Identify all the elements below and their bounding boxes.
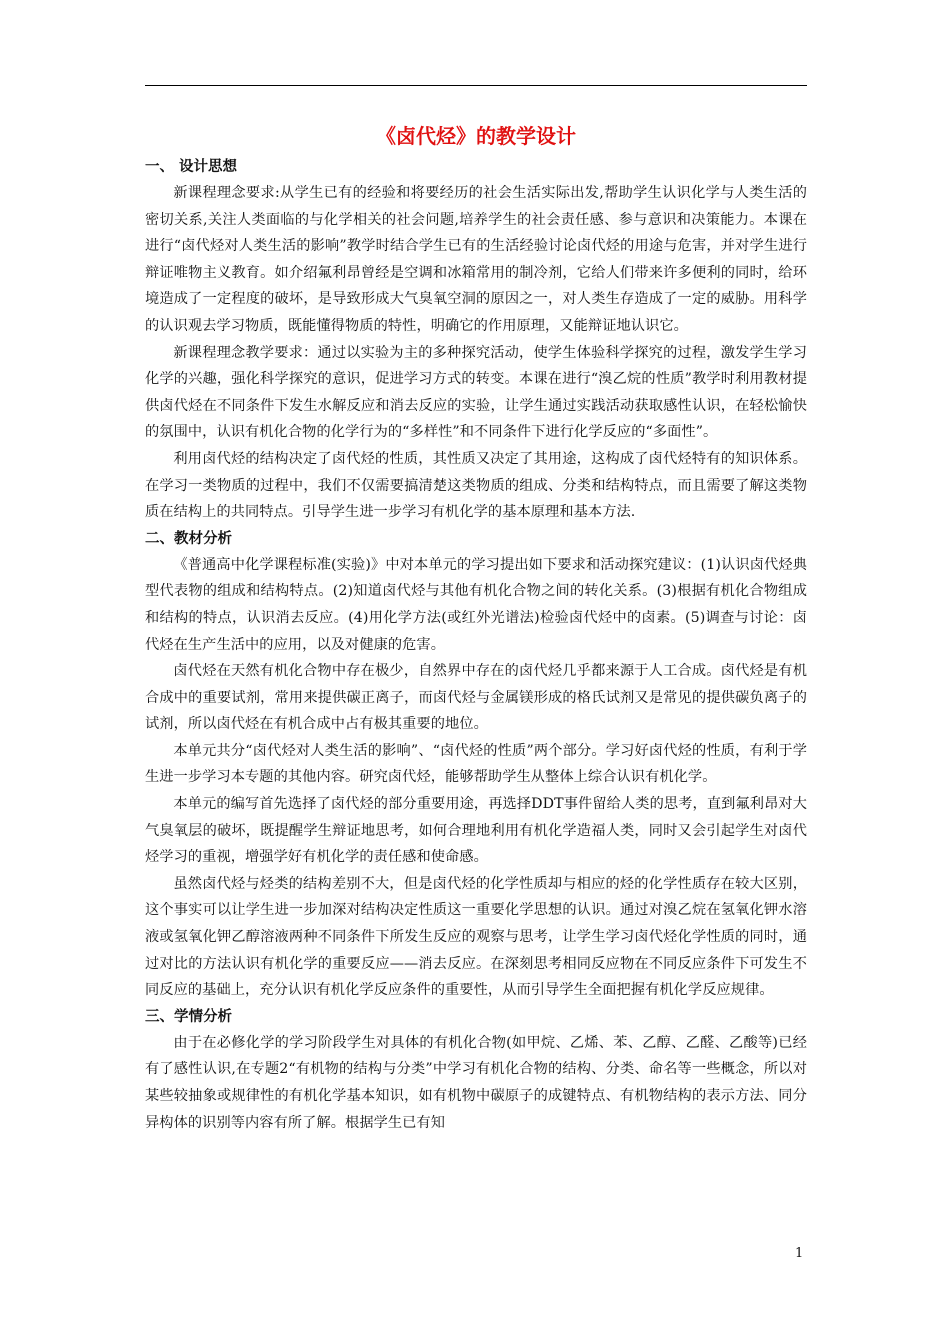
document-title: 《卤代烃》的教学设计 bbox=[376, 124, 576, 148]
paragraph: 新课程理念教学要求：通过以实验为主的多种探究活动，使学生体验科学探究的过程，激发学生学习化学的兴趣，强化科学探究的意识，促进学习方式的转变。本课在进行“溴乙烷的性质”教学时利用教材提供卤代烃在不同条件下发生水解反应和消去反应的实验，让学生通过实践活动获取感性认识，在轻松愉快的氛围中，认识有机化合物的化学行为的“多样性”和不同条件下进行化学反应的“多面性”。 bbox=[145, 344, 807, 441]
header-rule bbox=[145, 85, 807, 86]
paragraph: 《普通高中化学课程标准(实验)》中对本单元的学习提出如下要求和活动探究建议：(1)认识卤代烃典型代表物的组成和结构特点。(2)知道卤代烃与其他有机化合物之间的转化关系。(3)根据有机化合物组成和结构的特点，认识消去反应。(4)用化学方法(或红外光谱法)检验卤代烃中的卤素。(5)调查与讨论：卤代烃在生产生活中的应用，以及对健康的危害。 bbox=[145, 556, 807, 653]
section-heading-design-idea: 一、 设计思想 bbox=[145, 159, 238, 175]
paragraph: 卤代烃在天然有机化合物中存在极少，自然界中存在的卤代烃几乎都来源于人工合成。卤代烃是有机合成中的重要试剂，常用来提供碳正离子，而卤代烃与金属镁形成的格氏试剂又是常见的提供碳负离子的试剂，所以卤代烃在有机合成中占有极其重要的地位。 bbox=[145, 663, 807, 733]
document-body bbox=[145, 118, 807, 1136]
paragraph: 本单元的编写首先选择了卤代烃的部分重要用途，再选择DDT事件留给人类的思考，直到氟利昂对大气臭氧层的破坏，既提醒学生辩证地思考，如何合理地利用有机化学造福人类，同时又会引起学生对卤代烃学习的重视，增强学好有机化学的责任感和使命感。 bbox=[145, 796, 807, 866]
paragraph: 新课程理念要求:从学生已有的经验和将要经历的社会生活实际出发,帮助学生认识化学与人类生活的密切关系,关注人类面临的与化学相关的社会问题,培养学生的社会责任感、参与意识和决策能力。本课在进行“卤代烃对人类生活的影响”教学时结合学生已有的生活经验讨论卤代烃的用途与危害，并对学生进行辩证唯物主义教育。如介绍氟利昂曾经是空调和冰箱常用的制冷剂，它给人们带来许多便利的同时，给环境造成了一定程度的破坏，是导致形成大气臭氧空洞的原因之一，对人类生存造成了一定的威胁。用科学的认识观去学习物质，既能懂得物质的特性，明确它的作用原理，又能辩证地认识它。 bbox=[145, 185, 807, 334]
paragraph: 本单元共分“卤代烃对人类生活的影响”、“卤代烃的性质”两个部分。学习好卤代烃的性质，有利于学生进一步学习本专题的其他内容。研究卤代烃，能够帮助学生从整体上综合认识有机化学。 bbox=[145, 742, 807, 786]
paragraph: 由于在必修化学的学习阶段学生对具体的有机化合物(如甲烷、乙烯、苯、乙醇、乙醛、乙酸等)已经有了感性认识,在专题2“有机物的结构与分类”中学习有机化合物的结构、分类、命名等一些概念，所以对某些较抽象或规律性的有机化学基本知识，如有机物中碳原子的成键特点、有机物结构的表示方法、同分异构体的识别等内容有所了解。根据学生已有知 bbox=[145, 1034, 807, 1131]
paragraph: 虽然卤代烃与烃类的结构差别不大，但是卤代烃的化学性质却与相应的烃的化学性质存在较大区别，这个事实可以让学生进一步加深对结构决定性质这一重要化学思想的认识。通过对溴乙烷在氢氧化钾水溶液或氢氧化钾乙醇溶液两种不同条件下所发生反应的观察与思考，让学生学习卤代烃化学性质的同时，通过对比的方法认识有机化学的重要反应——消去反应。在深刻思考相同反应物在不同反应条件下可发生不同反应的基础上，充分认识有机化学反应条件的重要性，从而引导学生全面把握有机化学反应规律。 bbox=[145, 875, 807, 999]
section-heading-learner-analysis: 三、学情分析 bbox=[145, 1008, 232, 1025]
section-heading-textbook-analysis: 二、教材分析 bbox=[145, 530, 232, 547]
paragraph: 利用卤代烃的结构决定了卤代烃的性质，其性质又决定了其用途，这构成了卤代烃特有的知识体系。在学习一类物质的过程中，我们不仅需要搞清楚这类物质的组成、分类和结构特点，而且需要了解这类物质在结构上的共同特点。引导学生进一步学习有机化学的基本原理和基本方法. bbox=[145, 450, 807, 521]
page-number: 1 bbox=[795, 1246, 804, 1261]
